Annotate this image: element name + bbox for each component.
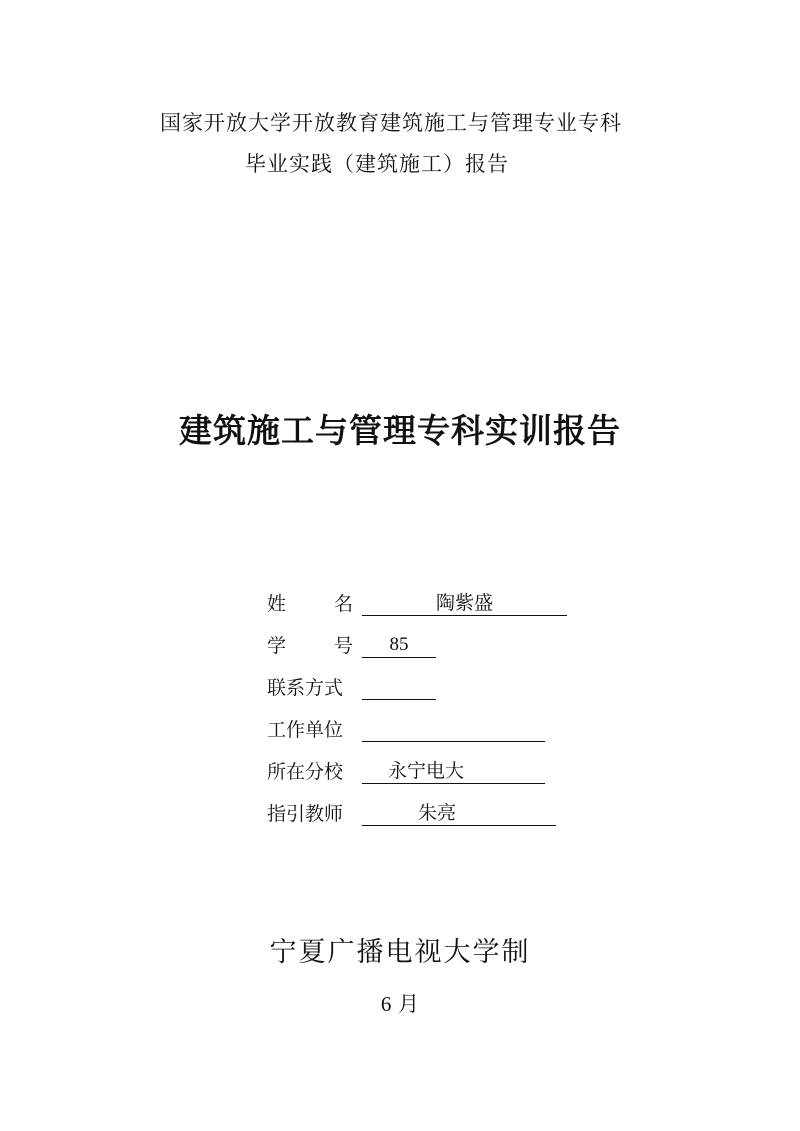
report-date <box>0 988 800 1018</box>
month-number: 6 <box>380 992 392 1016</box>
advisor-value: 朱亮 <box>362 801 556 826</box>
name-value: 陶紫盛 <box>362 591 567 616</box>
contact-value <box>362 675 436 700</box>
campus-label: 所在分校 <box>267 761 344 783</box>
workplace-label: 工作单位 <box>267 719 344 741</box>
name-label: 姓 名 <box>267 593 353 615</box>
info-row-campus <box>267 756 545 784</box>
month-label: 月 <box>398 992 420 1016</box>
info-row-student-id <box>267 630 436 658</box>
info-row-advisor <box>267 798 556 826</box>
info-row-name <box>267 588 567 616</box>
advisor-label: 指引教师 <box>267 803 344 825</box>
student-id-label: 学 号 <box>267 635 353 657</box>
workplace-value <box>362 717 545 742</box>
student-id-value: 85 <box>362 633 436 658</box>
campus-value: 永宁电大 <box>362 759 545 784</box>
info-row-workplace <box>267 714 545 742</box>
info-row-contact <box>267 672 436 700</box>
contact-label: 联系方式 <box>267 677 344 699</box>
header-line-2: 毕业实践（建筑施工）报告 <box>245 152 509 176</box>
header-line-1: 国家开放大学开放教育建筑施工与管理专业专科 <box>160 111 622 135</box>
issuing-organization: 宁夏广播电视大学制 <box>269 937 531 968</box>
report-title: 建筑施工与管理专科实训报告 <box>179 411 621 450</box>
